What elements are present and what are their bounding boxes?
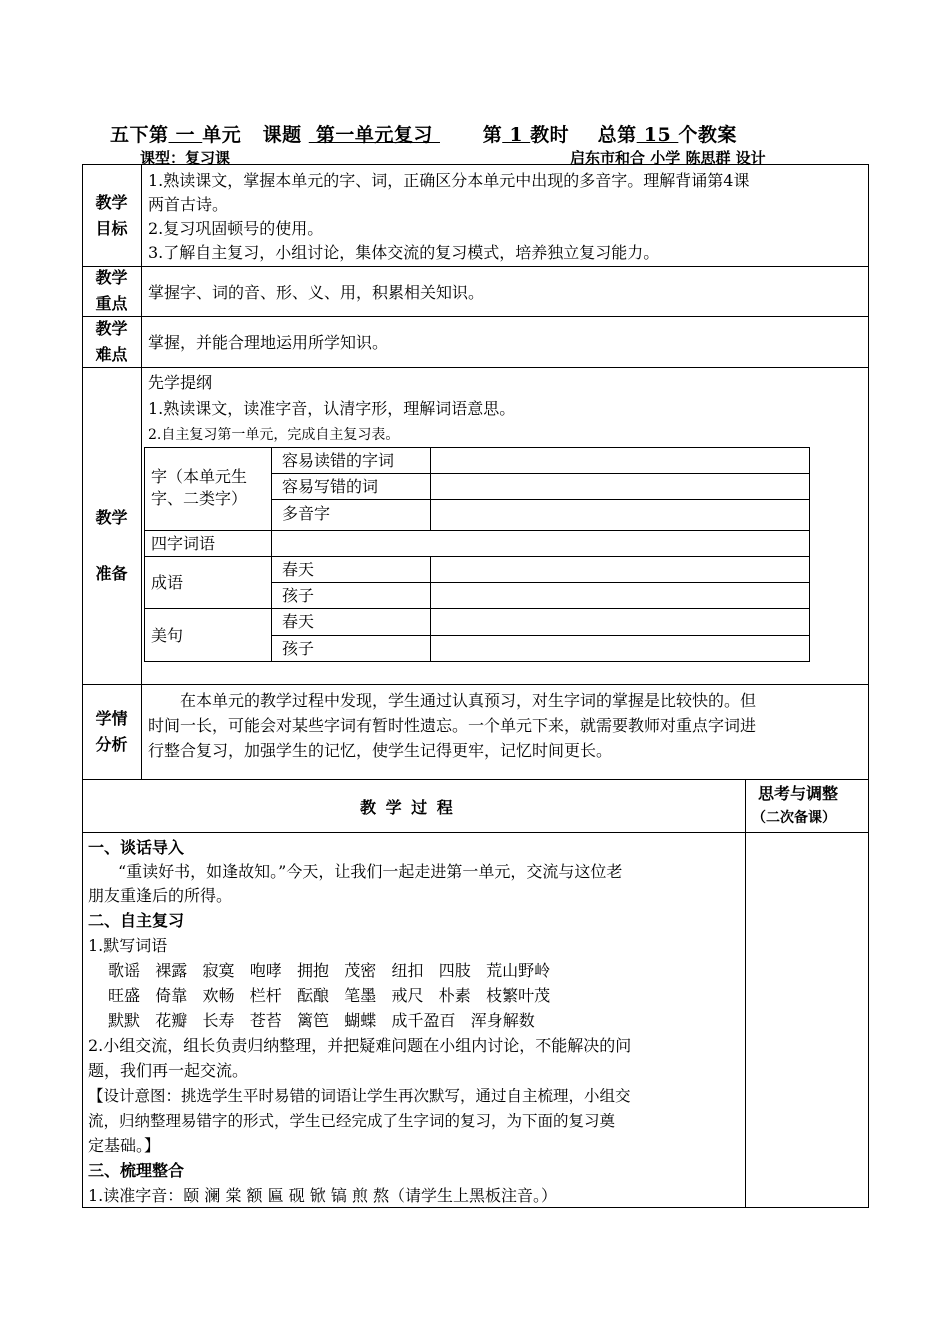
lesson-title (110, 120, 850, 147)
notes-heading: 思考与调整 (758, 784, 839, 803)
idiom-row-1: 春天 (282, 560, 315, 579)
goal-line-1: 1.熟读课文，掌握本单元的字、词，正确区分本单元中出现的多音字。理解背诵第4课 (148, 171, 750, 190)
prep-item-2: 2.自主复习第一单元，完成自主复习表。 (148, 427, 400, 443)
zi-row-3: 多音字 (282, 504, 331, 523)
notes-column-divider (745, 779, 746, 1208)
analysis-line-3: 行整合复习，加强学生的记忆，使学生记得更牢，记忆时间更长。 (148, 741, 613, 760)
goal-line-3: 2.复习巩固顿号的使用。 (148, 219, 324, 238)
difficulty-label: 教学 难点 (95, 319, 128, 364)
prep-label: 教学 准备 (95, 508, 128, 583)
section-3-item-1: 1.读准字音：颐 澜 棠 额 匾 砚 锨 镐 煎 熬（请学生上黑板注音。） (88, 1186, 558, 1205)
total-pre: 总第 (597, 124, 637, 146)
period-post: 教时 (530, 124, 570, 146)
sentence-label: 美句 (151, 626, 184, 645)
section-2-item-1: 1.默写词语 (88, 936, 168, 955)
row-divider (82, 832, 869, 833)
section-3-title: 三、梳理整合 (88, 1161, 185, 1180)
notes-subheading: （二次备课） (752, 810, 836, 826)
sentence-row-1: 春天 (282, 612, 315, 631)
goals-label: 教学 目标 (95, 193, 128, 238)
idiom-row-2: 孩子 (282, 586, 315, 605)
section-1-title: 一、谈话导入 (88, 838, 185, 857)
topic-label: 课题 (262, 124, 302, 146)
unit-word: 单元 (202, 124, 242, 146)
idiom-label: 成语 (151, 573, 184, 592)
total-number: 15 (636, 124, 679, 146)
section-2-item-2-line-2: 题，我们再一起交流。 (88, 1061, 249, 1080)
analysis-line-2: 时间一长，可能会对某些字词有暂时性遗忘。一个单元下来，就需要教师对重点字词进 (148, 716, 757, 735)
period-pre: 第 (482, 124, 503, 146)
section-1-line-2: 朋友重逢后的所得。 (88, 886, 233, 905)
word-row-3: 默默 花瓣 长寿 苍苔 篱笆 蝴蝶 成千盈百 浑身解数 (108, 1011, 535, 1030)
difficulty-text: 掌握，并能合理地运用所学知识。 (148, 333, 389, 352)
design-intent-line-3: 定基础。】 (88, 1136, 161, 1155)
sentence-row-2: 孩子 (282, 639, 315, 658)
zi-row-1: 容易读错的字词 (282, 451, 395, 470)
period-number: 1 (502, 124, 531, 146)
topic-text: 第一单元复习 (308, 124, 440, 146)
design-intent-line-2: 流，归纳整理易错字的形式，学生已经完成了生字词的复习，为下面的复习奠 (88, 1112, 616, 1130)
lesson-type: 课型：复习课 (140, 149, 231, 167)
word-row-2: 旺盛 倚靠 欢畅 栏杆 酝酿 笔墨 戒尺 朴素 枝繁叶茂 (108, 986, 551, 1005)
section-2-title: 二、自主复习 (88, 911, 185, 930)
analysis-line-1: 在本单元的教学过程中发现，学生通过认真预习，对生字词的掌握是比较快的。但 (180, 691, 757, 710)
four-char-label: 四字词语 (151, 534, 216, 553)
goal-line-4: 3.了解自主复习，小组讨论，集体交流的复习模式，培养独立复习能力。 (148, 243, 660, 262)
row-divider (82, 316, 869, 317)
grade-text: 五下第 (110, 124, 169, 146)
goal-line-2: 两首古诗。 (148, 195, 229, 214)
zi-row-2: 容易写错的词 (282, 477, 379, 496)
label-column-divider (141, 164, 142, 779)
prep-heading: 先学提纲 (148, 373, 213, 392)
zi-label: 字（本单元生 字、二类字） (151, 467, 248, 508)
row-divider (82, 367, 869, 368)
keypoints-label: 教学 重点 (95, 268, 128, 313)
total-post: 个教案 (678, 124, 737, 146)
designer: 启东市和合 小学 陈思群 设计 (570, 149, 766, 167)
prep-item-1: 1.熟读课文，读准字音，认清字形，理解词语意思。 (148, 399, 516, 418)
row-divider (82, 266, 869, 267)
keypoints-text: 掌握字、词的音、形、义、用，积累相关知识。 (148, 283, 485, 302)
row-divider (82, 779, 869, 780)
design-intent-line-1: 【设计意图：挑选学生平时易错的词语让学生再次默写，通过自主梳理，小组交 (88, 1087, 631, 1105)
section-1-line-1: “重读好书，如逢故知。”今天，让我们一起走进第一单元，交流与这位老 (118, 862, 623, 881)
analysis-label: 学情 分析 (95, 709, 128, 754)
process-heading: 教 学 过 程 (360, 798, 455, 817)
unit-number: 一 (168, 124, 203, 146)
section-2-item-2-line-1: 2.小组交流，组长负责归纳整理，并把疑难问题在小组内讨论，不能解决的问 (88, 1036, 632, 1055)
word-row-1: 歌谣 裸露 寂寞 咆哮 拥抱 茂密 纽扣 四肢 荒山野岭 (108, 961, 551, 980)
row-divider (82, 684, 869, 685)
